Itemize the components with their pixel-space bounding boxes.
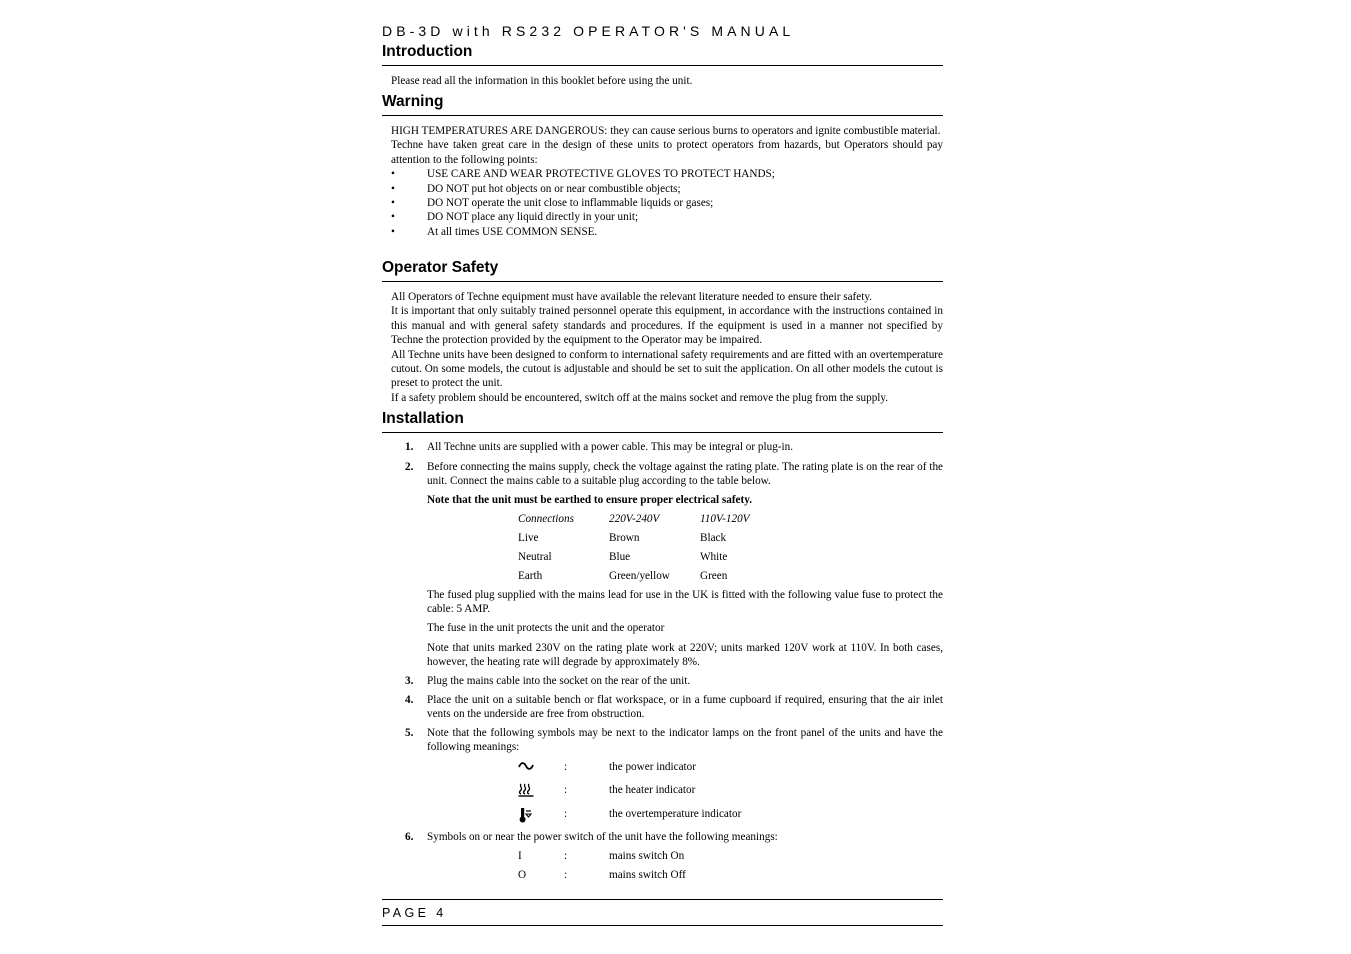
bullet-icon: • xyxy=(391,225,395,238)
operator-safety-heading: Operator Safety xyxy=(382,259,499,276)
operator-safety-para-1: All Operators of Techne equipment must have available the relevant literature needed to ensure their safety. xyxy=(391,291,873,303)
introduction-heading: Introduction xyxy=(382,43,473,60)
power-tilde-icon xyxy=(518,760,534,776)
list-item: • DO NOT place any liquid directly in your unit; xyxy=(391,211,639,224)
step-text: Plug the mains cable into the socket on the rear of the unit. xyxy=(427,675,691,687)
introduction-text: Please read all the information in this booklet before using the unit. xyxy=(391,75,693,87)
symbol-meaning: the power indicator xyxy=(609,761,696,773)
heater-waves-icon xyxy=(518,783,534,801)
operator-safety-para-3: All Techne units have been designed to conform to international safety requirements and are fitted with an overtemperature cutout. On some models, the cutout is adjustable and should be set to suit the application. On all other models the cutout is preset to protect the unit. xyxy=(391,348,943,390)
table-cell: Green xyxy=(700,570,728,582)
bullet-icon: • xyxy=(391,168,395,181)
footer-rule-top xyxy=(382,899,943,900)
page-number: PAGE 4 xyxy=(382,906,447,920)
running-header: DB-3D with RS232 OPERATOR'S MANUAL xyxy=(382,23,795,39)
bullet-icon: • xyxy=(391,211,395,224)
symbol-separator: : xyxy=(564,784,568,796)
list-item: • USE CARE AND WEAR PROTECTIVE GLOVES TO PROTECT HANDS; xyxy=(391,168,775,181)
operator-safety-para-4: If a safety problem should be encountered, switch off at the mains socket and remove the plug from the supply. xyxy=(391,391,889,404)
warning-heading: Warning xyxy=(382,93,444,110)
step-number: 6. xyxy=(405,831,414,843)
voltage-note-text: Note that units marked 230V on the rating plate work at 220V; units marked 120V work at 110V. In both cases, however, the heating rate will degrade by approximately 8%. xyxy=(427,642,943,669)
step-number: 1. xyxy=(405,441,414,453)
introduction-body xyxy=(391,74,943,88)
heading-rule xyxy=(382,432,943,433)
symbol-separator: : xyxy=(564,761,568,773)
step-text: Place the unit on a suitable bench or flat workspace, or in a fume cupboard if required, ensuring that the air inlet vents on the underside are free from obstruction. xyxy=(427,694,943,721)
footer-rule-bottom xyxy=(382,925,943,926)
table-cell: Black xyxy=(700,532,727,544)
heading-rule xyxy=(382,65,943,66)
step-number: 3. xyxy=(405,675,414,687)
table-cell: White xyxy=(700,551,728,563)
step-text: All Techne units are supplied with a power cable. This may be integral or plug-in. xyxy=(427,441,794,453)
section-operator-safety xyxy=(382,258,943,282)
table-header-cell: Connections xyxy=(518,513,574,525)
symbol-separator: : xyxy=(564,850,568,862)
step-number: 2. xyxy=(405,461,414,473)
warning-para-2: Techne have taken great care in the design of these units to protect operators from hazards, but Operators should pay attention to the following points: xyxy=(391,139,943,166)
list-item: • At all times USE COMMON SENSE. xyxy=(391,225,598,238)
symbol-separator: : xyxy=(564,808,568,820)
earth-note-text: Note that the unit must be earthed to ensure proper electrical safety. xyxy=(427,494,753,506)
list-item: • DO NOT put hot objects on or near combustible objects; xyxy=(391,182,681,195)
symbol-separator: : xyxy=(564,869,568,881)
operator-safety-para-2: It is important that only suitably trained personnel operate this equipment, in accordance with the instructions contained in this manual and with general safety standards and procedures. If the equipment is used in a manner not specified by Techne the protection provided by the equipment to the Operator may be impaired. xyxy=(391,305,943,347)
section-warning xyxy=(382,92,943,116)
section-introduction xyxy=(382,42,943,66)
symbol-meaning: the heater indicator xyxy=(609,784,696,796)
step-text: Before connecting the mains supply, check the voltage against the rating plate. The rating plate is on the rear of the unit. Connect the mains cable to a suitable plug according to the table below. xyxy=(427,461,943,488)
step-number: 5. xyxy=(405,727,414,739)
heading-rule xyxy=(382,115,943,116)
thermometer-icon xyxy=(518,807,534,827)
symbol-meaning: the overtemperature indicator xyxy=(609,808,742,820)
bullet-icon: • xyxy=(391,197,395,210)
fuse-note-text: The fused plug supplied with the mains lead for use in the UK is fitted with the following value fuse to protect the cable: 5 AMP. xyxy=(427,589,943,616)
symbol-meaning: mains switch On xyxy=(609,850,685,862)
warning-para-1: HIGH TEMPERATURES ARE DANGEROUS: they can cause serious burns to operators and ignite combustible material. xyxy=(391,125,941,137)
warning-body xyxy=(391,124,943,239)
switch-off-symbol: O xyxy=(518,869,527,881)
step-text: Symbols on or near the power switch of the unit have the following meanings: xyxy=(427,831,778,843)
table-cell: Live xyxy=(518,532,539,544)
switch-on-symbol: I xyxy=(518,850,522,862)
table-header-cell: 110V-120V xyxy=(700,513,750,525)
table-cell: Earth xyxy=(518,570,543,582)
operator-safety-body xyxy=(391,290,943,405)
step-number: 4. xyxy=(405,694,414,706)
section-installation xyxy=(382,409,943,433)
table-header-cell: 220V-240V xyxy=(609,513,660,525)
table-cell: Neutral xyxy=(518,551,552,563)
bullet-icon: • xyxy=(391,182,395,195)
table-cell: Brown xyxy=(609,532,640,544)
table-cell: Green/yellow xyxy=(609,570,670,582)
table-cell: Blue xyxy=(609,551,631,563)
step-text: Note that the following symbols may be next to the indicator lamps on the front panel of the units and have the following meanings: xyxy=(427,727,943,754)
list-item: • DO NOT operate the unit close to inflammable liquids or gases; xyxy=(391,197,714,210)
heading-rule xyxy=(382,281,943,282)
unit-fuse-note-text: The fuse in the unit protects the unit and the operator xyxy=(427,622,665,634)
symbol-meaning: mains switch Off xyxy=(609,869,686,881)
warning-bullet-list xyxy=(391,167,943,239)
installation-heading: Installation xyxy=(382,410,464,427)
